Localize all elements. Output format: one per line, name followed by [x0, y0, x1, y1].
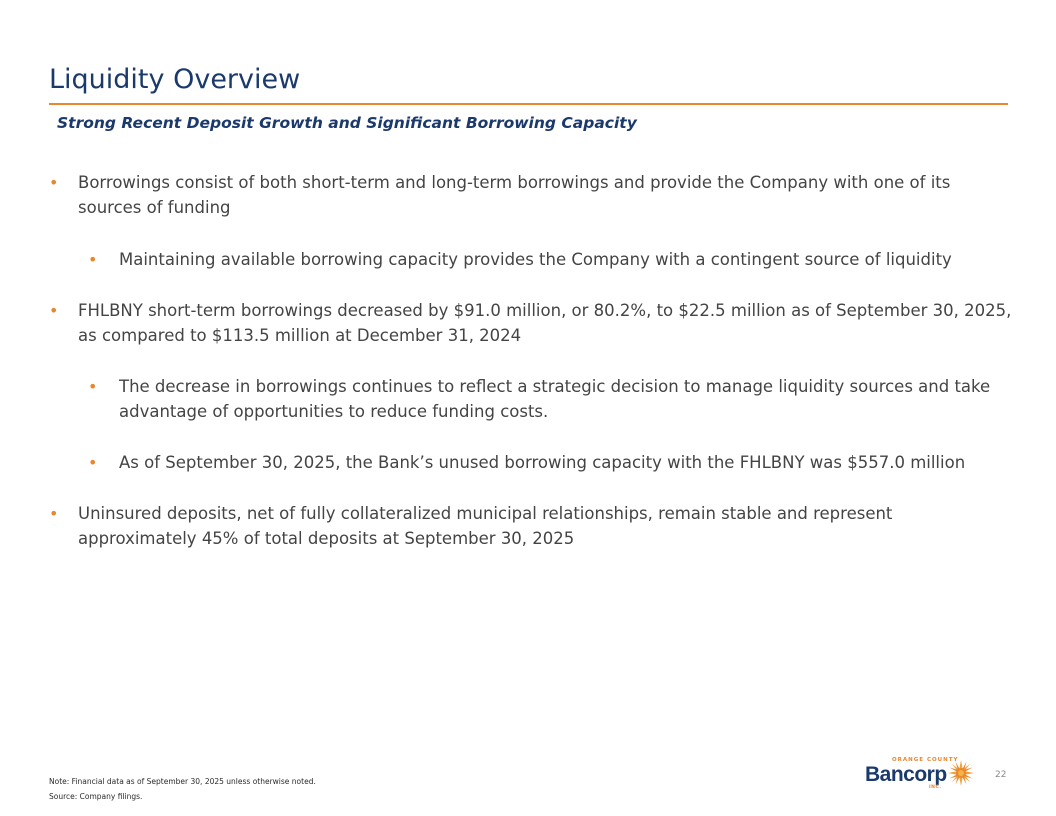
bullet-text: The decrease in borrowings continues to reflect a strategic decision to manage liquidity sources and take advantage of opportunities to reduce funding costs. [119, 377, 991, 421]
sub-bullet-item [49, 450, 1014, 475]
bullet-marker: • [88, 453, 98, 472]
bullet-marker: • [49, 301, 59, 320]
bullet-item [49, 298, 1014, 348]
bullet-text: As of September 30, 2025, the Bank’s unused borrowing capacity with the FHLBNY was $557.0 million [119, 453, 966, 472]
bullet-text: Borrowings consist of both short-term and long-term borrowings and provide the Company with one of its sources of funding [78, 173, 951, 217]
page-number: 22 [995, 770, 1007, 780]
slide-subtitle: Strong Recent Deposit Growth and Significant Borrowing Capacity [57, 114, 637, 132]
title-divider [49, 103, 1008, 105]
slide-title: Liquidity Overview [49, 64, 301, 95]
bullet-marker: • [49, 173, 59, 192]
logo-sub-text: INC. [929, 785, 942, 790]
bullet-marker: • [88, 377, 98, 396]
bullet-marker: • [88, 250, 98, 269]
logo-main-text: Bancorp [865, 763, 947, 786]
sub-bullet-item [49, 374, 1014, 424]
sub-bullet-item [49, 247, 1014, 272]
bullet-text: FHLBNY short-term borrowings decreased by $91.0 million, or 80.2%, to $22.5 million as of September 30, 2025, as compared to $113.5 million at December 31, 2024 [78, 301, 1012, 345]
footnote-source: Source: Company filings. [49, 792, 143, 801]
bullet-list [49, 170, 1014, 551]
logo-top-text: ORANGE COUNTY [892, 757, 959, 763]
bullet-marker: • [49, 504, 59, 523]
bullet-text: Maintaining available borrowing capacity provides the Company with a contingent source of liquidity [119, 250, 952, 269]
footnote-note: Note: Financial data as of September 30, 2025 unless otherwise noted. [49, 777, 316, 786]
bullet-text: Uninsured deposits, net of fully collateralized municipal relationships, remain stable and represent approximately 45% of total deposits at September 30, 2025 [78, 504, 893, 548]
sun-logo-icon [947, 759, 975, 787]
bullet-item [49, 170, 1014, 220]
company-logo [865, 757, 977, 793]
bullet-item [49, 501, 1014, 551]
